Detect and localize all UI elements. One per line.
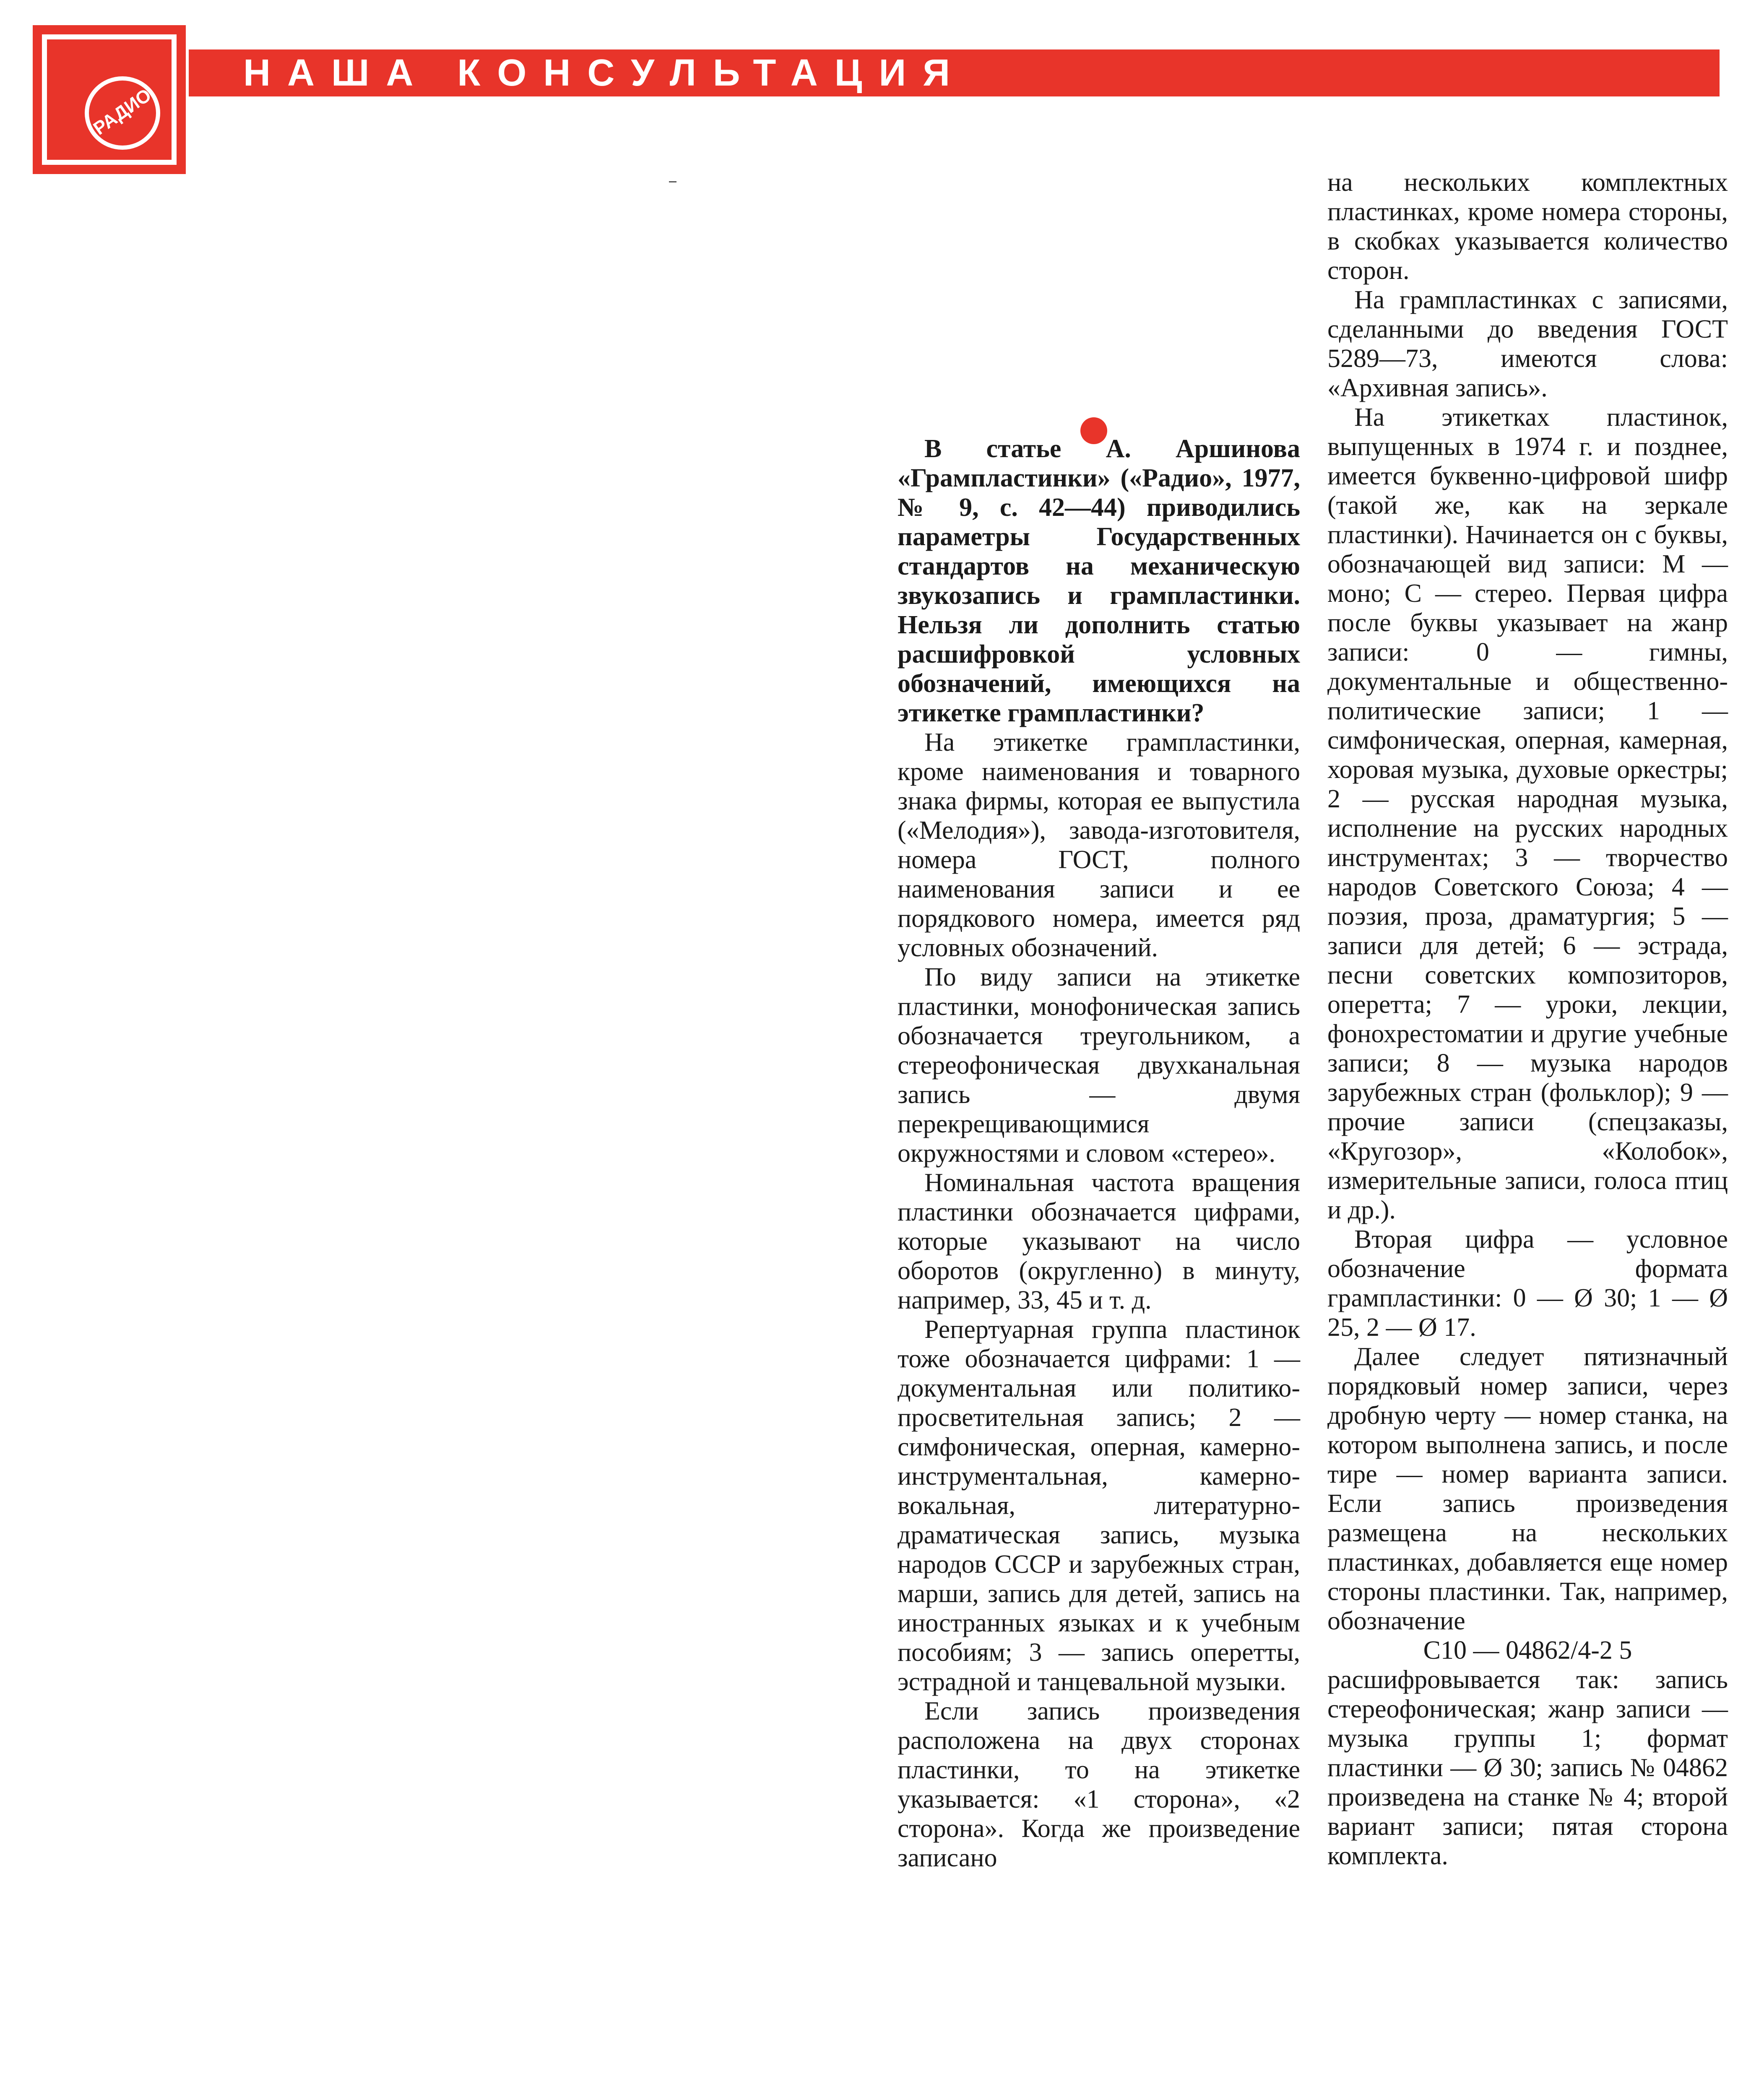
paragraph: Далее следует пятизначный порядковый номер записи, через дробную черту — номер станка, на котором выполнена запись, и после тире — номер варианта записи. Если запись произведения размещена на нескольких пластинках, добавляется еще номер стороны пластинки. Так, например, обозначение bbox=[1327, 1342, 1728, 1635]
radio-logo bbox=[33, 25, 186, 174]
logo-text: РАДИО bbox=[89, 84, 155, 139]
paragraph: На грампластинках с записями, сделанными до введения ГОСТ 5289—73, имеются слова: «Архивная запись». bbox=[1327, 286, 1728, 402]
paragraph: Вторая цифра — условное обозначение формата грампластинки: 0 — Ø 30; 1 — Ø 25, 2 — Ø 17. bbox=[1327, 1225, 1728, 1342]
column-middle bbox=[898, 434, 1300, 1873]
paragraph: По виду записи на этикетке пластинки, монофоническая запись обозначается треугольником, а стереофоническая двухканальная запись — двумя перекрещивающимися окружностями и словом «стерео». bbox=[898, 963, 1300, 1168]
section-banner bbox=[189, 49, 1720, 96]
column-right bbox=[1327, 168, 1728, 1871]
logo-stamp-icon bbox=[85, 76, 160, 150]
paragraph: На этикетке грампластинки, кроме наименования и товарного знака фирмы, которая ее выпустила («Мелодия»), завода-изготовителя, номера ГОСТ, полного наименования записи и ее порядкового номера, имеется ряд условных обозначений. bbox=[898, 728, 1300, 962]
paragraph: Номинальная частота вращения пластинки обозначается цифрами, которые указывают на число оборотов (округленно) в минуту, например, 33, 45 и т. д. bbox=[898, 1168, 1300, 1314]
logo-frame bbox=[42, 34, 177, 165]
decorative-mark bbox=[669, 181, 676, 182]
paragraph: расшифровывается так: запись стереофоническая; жанр записи — музыка группы 1; формат пластинки — Ø 30; запись № 04862 произведена на станке № 4; второй вариант записи; пятая сторона комплекта. bbox=[1327, 1665, 1728, 1870]
reader-question: В статье А. Аршинова «Грампластинки» («Радио», 1977, № 9, с. 42—44) приводились параметры Государственных стандартов на механическую звукозапись и грампластинки. Нельзя ли дополнить статью расшифровкой условных обозначений, имеющихся на этикетке грампластинки? bbox=[898, 434, 1300, 727]
paragraph-continuation: на нескольких комплектных пластинках, кроме номера стороны, в скобках указывается количество сторон. bbox=[1327, 168, 1728, 285]
paragraph: Репертуарная группа пластинок тоже обозначается цифрами: 1 — документальная или политико-просветительная запись; 2 — симфоническая, оперная, камерно-инструментальная, камерно-вокальная, литературно-драматическая запись, музыка народов СССР и зарубежных стран, марши, запись для детей, запись на иностранных языках и к учебным пособиям; 3 — запись оперетты, эстрадной и танцевальной музыки. bbox=[898, 1315, 1300, 1696]
section-title: НАША КОНСУЛЬТАЦИЯ bbox=[243, 52, 967, 94]
paragraph: Если запись произведения расположена на двух сторонах пластинки, то на этикетке указывается: «1 сторона», «2 сторона». Когда же произведение записано bbox=[898, 1697, 1300, 1872]
paragraph: На этикетках пластинок, выпущенных в 1974 г. и позднее, имеется буквенно-цифровой шифр (такой же, как на зеркале пластинки). Начинается он с буквы, обозначающей вид записи: М — моно; С — стерео. Первая цифра после буквы указывает на жанр записи: 0 — гимны, документальные и общественно-политические записи; 1 — симфоническая, оперная, камерная, хоровая музыка, духовые оркестры; 2 — русская народная музыка, исполнение на русских народных инструментах; 3 — творчество народов Советского Союза; 4 — поэзия, проза, драматургия; 5 — записи для детей; 6 — эстрада, песни советских композиторов, оперетта; 7 — уроки, лекции, фонохрестоматии и другие учебные записи; 8 — музыка народов зарубежных стран (фольклор); 9 — прочие записи (спецзаказы, «Кругозор», «Колобок», измерительные записи, голоса птиц и др.). bbox=[1327, 403, 1728, 1224]
formula-example: С10 — 04862/4-2 5 bbox=[1423, 1636, 1632, 1665]
